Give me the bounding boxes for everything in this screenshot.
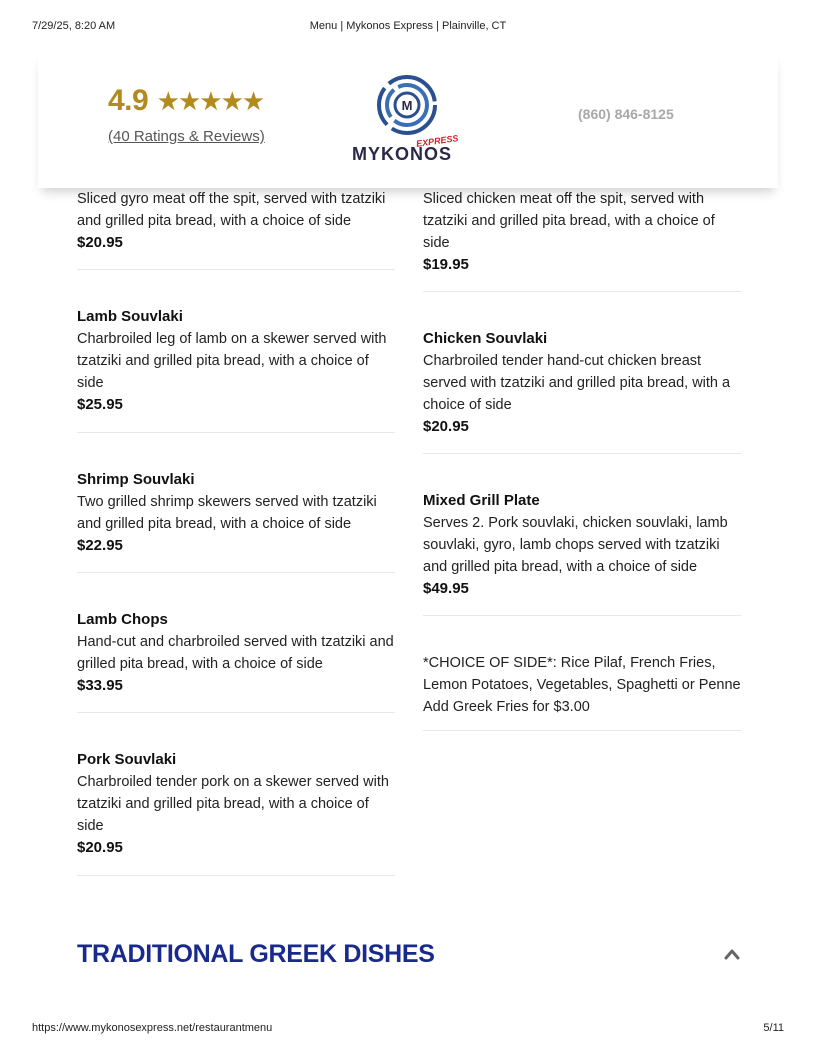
- menu-item: [77, 188, 395, 270]
- item-price: $20.95: [423, 418, 469, 435]
- item-description: Sliced gyro meat off the spit, served with tzatziki and grilled pita bread, with a choice of side: [77, 191, 386, 229]
- item-name: Chicken Souvlaki: [423, 330, 548, 347]
- star-icon: ★: [156, 85, 180, 116]
- menu-item: [77, 469, 395, 573]
- item-description: Charbroiled tender hand-cut chicken breast served with tzatziki and grilled pita bread, with a choice of side: [423, 353, 731, 413]
- menu-column-left: [77, 188, 395, 876]
- logo-wordmark: MYKONOS: [352, 144, 453, 164]
- menu-column-right: [423, 188, 741, 731]
- item-price: $33.95: [77, 677, 123, 694]
- item-description: Serves 2. Pork souvlaki, chicken souvlaki, lamb souvlaki, gyro, lamb chops served with tzatziki and grilled pita bread, with a choice of side: [423, 515, 728, 575]
- print-date: 7/29/25, 8:20 AM: [32, 20, 116, 32]
- mykonos-logo[interactable]: [350, 74, 462, 170]
- rating-block: [108, 84, 268, 145]
- print-footer: [32, 1022, 784, 1036]
- item-description: Two grilled shrimp skewers served with tzatziki and grilled pita bread, with a choice of side: [77, 494, 377, 532]
- side-choice-note: [423, 652, 741, 731]
- item-name: Mixed Grill Plate: [423, 492, 540, 509]
- item-description: Charbroiled tender pork on a skewer served with tzatziki and grilled pita bread, with a choice of side: [77, 774, 389, 834]
- star-icon: ★: [177, 85, 202, 116]
- star-icon: ★: [220, 85, 244, 116]
- menu-item: [423, 490, 741, 616]
- menu-item: [423, 188, 741, 292]
- print-page-number: 5/11: [763, 1022, 784, 1034]
- site-header: [38, 50, 778, 188]
- menu-item: [77, 306, 395, 433]
- item-name: Lamb Souvlaki: [77, 308, 183, 325]
- item-description: Charbroiled leg of lamb on a skewer served with tzatziki and grilled pita bread, with a choice of side: [77, 331, 387, 391]
- item-price: $49.95: [423, 580, 469, 597]
- print-url: https://www.mykonosexpress.net/restaurantmenu: [32, 1022, 273, 1034]
- item-note: Add Greek Fries for $3.00: [423, 699, 590, 715]
- print-header: [32, 20, 784, 34]
- item-name: Pork Souvlaki: [77, 751, 177, 768]
- item-description: *CHOICE OF SIDE*: Rice Pilaf, French Fries, Lemon Potatoes, Vegetables, Spaghetti or Penne: [423, 655, 741, 693]
- item-price: $25.95: [77, 396, 123, 413]
- chevron-up-icon[interactable]: [724, 948, 740, 960]
- rating-score: 4.9: [108, 84, 149, 117]
- item-name: Lamb Chops: [77, 611, 168, 628]
- item-name: Shrimp Souvlaki: [77, 471, 195, 488]
- item-price: $20.95: [77, 234, 123, 251]
- item-price: $22.95: [77, 537, 123, 554]
- logo-maze-icon: [376, 74, 438, 140]
- star-icon: ★: [199, 85, 223, 116]
- item-description: Hand-cut and charbroiled served with tzatziki and grilled pita bread, with a choice of side: [77, 634, 394, 672]
- item-price: $20.95: [77, 839, 123, 856]
- logo-express: EXPRESS: [415, 133, 460, 149]
- star-icon: ★: [241, 85, 266, 116]
- phone-link[interactable]: (860) 846-8125: [578, 106, 674, 122]
- logo-letter: M: [401, 98, 413, 113]
- section-title[interactable]: TRADITIONAL GREEK DISHES: [77, 940, 435, 968]
- print-title: Menu | Mykonos Express | Plainville, CT: [309, 20, 507, 32]
- menu-item: [77, 609, 395, 713]
- rating-stars: [156, 85, 266, 116]
- menu-item: [77, 749, 395, 876]
- menu-item: [423, 328, 741, 454]
- item-description: Sliced chicken meat off the spit, served with tzatziki and grilled pita bread, with a choice of side: [423, 191, 715, 251]
- item-price: $19.95: [423, 256, 469, 273]
- ratings-reviews-link[interactable]: (40 Ratings & Reviews): [108, 128, 265, 145]
